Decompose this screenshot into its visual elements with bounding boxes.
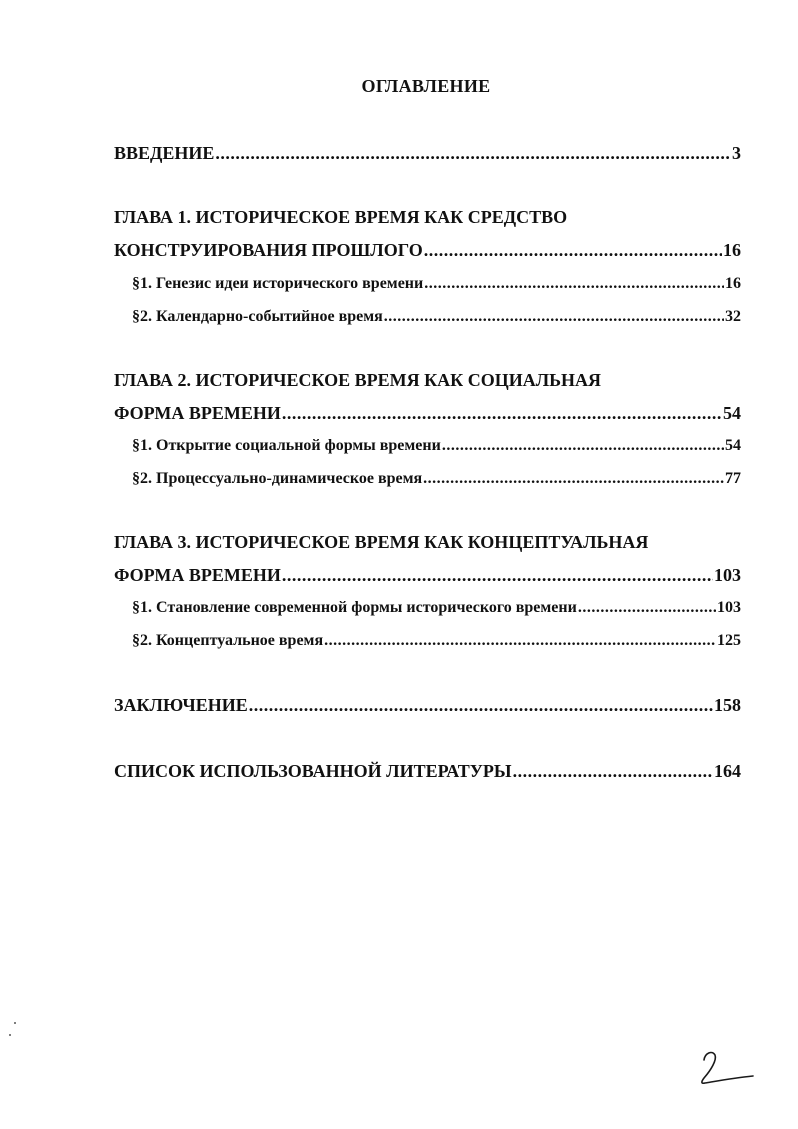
- toc-entry-label: §2. Процессуально-динамическое время: [132, 470, 423, 487]
- toc-page-number: 3: [732, 143, 741, 163]
- toc-entry-introduction[interactable]: [114, 143, 741, 164]
- toc-entry-label: ВВЕДЕНИЕ: [114, 143, 215, 163]
- toc-entry-chapter-2[interactable]: [114, 403, 741, 424]
- dot-leader: [424, 275, 724, 293]
- dot-leader: [424, 240, 722, 261]
- dot-leader: [249, 695, 713, 716]
- dot-leader: [215, 143, 731, 164]
- toc-page-number: 16: [723, 240, 741, 260]
- toc-entry-label: СПИСОК ИСПОЛЬЗОВАННОЙ ЛИТЕРАТУРЫ: [114, 761, 512, 781]
- toc-entry-label: КОНСТРУИРОВАНИЯ ПРОШЛОГО: [114, 240, 423, 260]
- toc-entry-chapter-1-section-1[interactable]: [132, 275, 741, 293]
- toc-entry-label: ЗАКЛЮЧЕНИЕ: [114, 695, 248, 715]
- toc-entry-chapter-2-section-1[interactable]: [132, 437, 741, 455]
- toc-page-number: 32: [725, 308, 741, 325]
- toc-entry-chapter-3[interactable]: [114, 565, 741, 586]
- chapter-3-heading[interactable]: ГЛАВА 3. ИСТОРИЧЕСКОЕ ВРЕМЯ КАК КОНЦЕПТУАЛЬНАЯ: [114, 532, 649, 552]
- scan-speck: [9, 1034, 11, 1036]
- toc-entry-label: ФОРМА ВРЕМЕНИ: [114, 565, 281, 585]
- dot-leader: [384, 308, 724, 326]
- toc-entry-label: §1. Открытие социальной формы времени: [132, 437, 441, 454]
- dot-leader: [282, 565, 713, 586]
- toc-page-number: 103: [714, 565, 741, 585]
- toc-entry-conclusion[interactable]: [114, 695, 741, 716]
- toc-page-number: 54: [725, 437, 741, 454]
- dot-leader: [324, 632, 716, 650]
- toc-entry-label: §1. Становление современной формы исторического времени: [132, 599, 577, 616]
- scan-speck: [14, 1022, 16, 1024]
- dot-leader: [442, 437, 724, 455]
- toc-page-number: 158: [714, 695, 741, 715]
- toc-entry-bibliography[interactable]: [114, 761, 741, 782]
- toc-entry-label: §2. Календарно-событийное время: [132, 308, 383, 325]
- toc-entry-chapter-3-section-2[interactable]: [132, 632, 741, 650]
- dot-leader: [423, 470, 724, 488]
- toc-entry-label: §2. Концептуальное время: [132, 632, 324, 649]
- chapter-2-heading[interactable]: ГЛАВА 2. ИСТОРИЧЕСКОЕ ВРЕМЯ КАК СОЦИАЛЬНАЯ: [114, 370, 602, 390]
- toc-page-number: 164: [714, 761, 741, 781]
- toc-page-number: 16: [725, 275, 741, 292]
- toc-entry-label: ФОРМА ВРЕМЕНИ: [114, 403, 281, 423]
- toc-entry-chapter-1[interactable]: [114, 240, 741, 261]
- toc-entry-chapter-2-section-2[interactable]: [132, 470, 741, 488]
- toc-page-number: 103: [717, 599, 741, 616]
- handwritten-page-number: [695, 1046, 757, 1092]
- toc-entry-chapter-3-section-1[interactable]: [132, 599, 741, 617]
- dot-leader: [578, 599, 716, 617]
- toc-page-number: 125: [717, 632, 741, 649]
- dot-leader: [513, 761, 713, 782]
- toc-page-number: 54: [723, 403, 741, 423]
- page-title: ОГЛАВЛЕНИЕ: [361, 76, 491, 96]
- dot-leader: [282, 403, 722, 424]
- toc-entry-chapter-1-section-2[interactable]: [132, 308, 741, 326]
- toc-entry-label: §1. Генезис идеи исторического времени: [132, 275, 424, 292]
- toc-page-number: 77: [725, 470, 741, 487]
- chapter-1-heading[interactable]: ГЛАВА 1. ИСТОРИЧЕСКОЕ ВРЕМЯ КАК СРЕДСТВО: [114, 207, 568, 227]
